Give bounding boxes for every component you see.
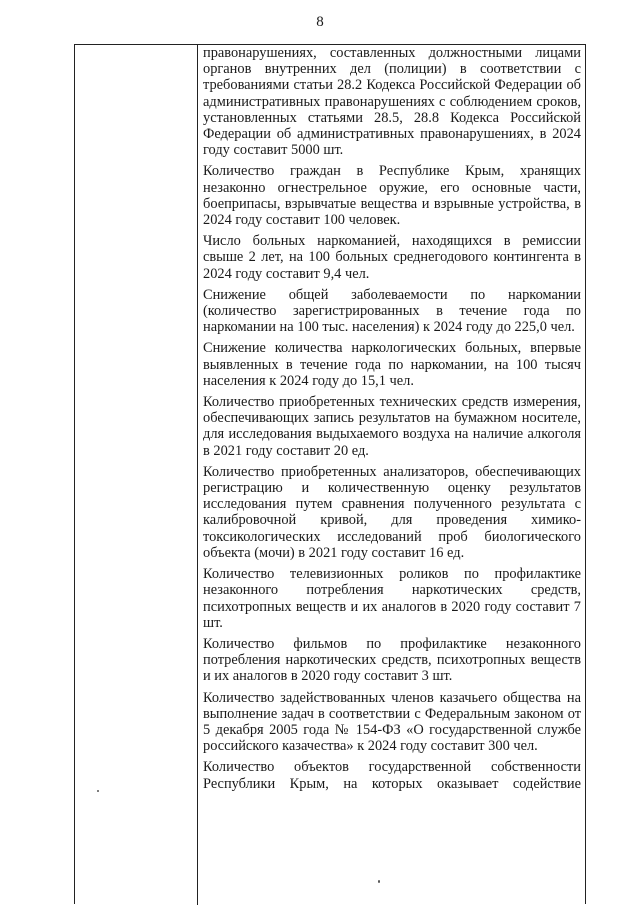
paragraph-morbidity: Снижение общей заболеваемости по наркомании (количество зарегистрированных в течение года по наркомании на 100 тыс. населения) к 2024 году до 225,0 чел. [203,286,581,336]
paragraph-urine-analyzers: Количество приобретенных анализаторов, обеспечивающих регистрацию и количественную оценку результатов исследования путем сравнения полученного результата с калибровочной кривой, для проведения химико-токсикологических исследований проб биологического объекта (мочи) в 2021 году составит 16 ед. [203,463,581,561]
indicator-table [74,44,586,904]
paragraph-remission: Число больных наркоманией, находящихся в ремиссии свыше 2 лет, на 100 больных среднегодового контингента в 2024 году составит 9,4 чел. [203,233,581,282]
paragraph-cossacks: Количество задействованных членов казачьего общества на выполнение задач в соответствии с Федеральным законом от 5 декабря 2005 года № 154-ФЗ «О государственной службе российского казачества» к 2024 году составит 300 чел. [203,689,581,755]
paragraph-films: Количество фильмов по профилактике незаконного потребления наркотических средств, психотропных веществ и их аналогов в 2020 году составит 3 шт. [203,635,581,685]
paragraph-state-property: Количество объектов государственной собственности Республики Крым, на которых оказывает содействие [203,759,581,792]
page-number: 8 [316,14,324,30]
paragraph-illegal-weapons: Количество граждан в Республике Крым, хранящих незаконно огнестрельное оружие, его основные части, боеприпасы, взрывчатые вещества и взрывные устройства, в 2024 году составит 100 человек. [203,163,581,229]
scan-speck [97,790,99,792]
column-divider [197,45,198,905]
paragraph-breath-analyzers: Количество приобретенных технических средств измерения, обеспечивающих запись результатов на бумажном носителе, для исследования выдыхаемого воздуха на наличие алкоголя в 2021 году составит 20 ед. [203,394,581,459]
paragraph-tv-spots: Количество телевизионных роликов по профилактике незаконного потребления наркотических средств, психотропных веществ и их аналогов в 2020 году составит 7 шт. [203,566,581,631]
scan-speck [378,880,380,883]
paragraph-new-patients: Снижение количества наркологических больных, впервые выявленных в течение года по наркомании, на 100 тысяч населения к 2024 году до 15,1 чел. [203,340,581,389]
indicator-cell [203,45,581,797]
paragraph-violations: правонарушениях, составленных должностными лицами органов внутренних дел (полиции) в соответствии с требованиями статьи 28.2 Кодекса Российской Федерации об административных правонарушениях с соблюдением сроков, установленных статьями 28.5, 28.8 Кодекса Российской Федерации об административных правонарушениях, в 2024 году составит 5000 шт. [203,45,581,159]
